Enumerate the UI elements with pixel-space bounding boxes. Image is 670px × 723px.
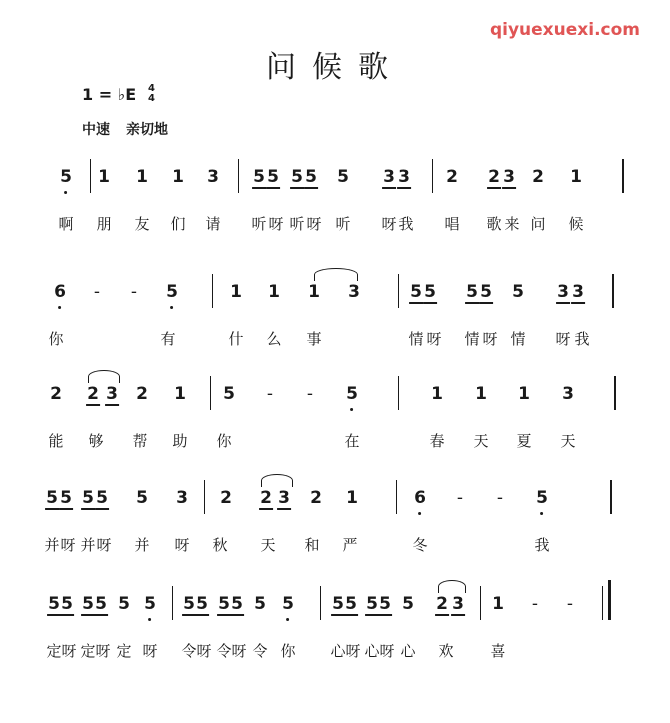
note: 2 <box>136 384 148 404</box>
note: 1 <box>136 167 148 187</box>
lyric: 请 <box>205 215 221 233</box>
lyric: 你 <box>216 432 232 450</box>
barline <box>432 159 433 193</box>
lyric: 呀 <box>142 642 158 660</box>
lyric: 我 <box>574 330 590 348</box>
watermark-logo: qiyuexuexi.com <box>489 20 640 40</box>
note: 5 <box>282 594 294 614</box>
note: 5 <box>82 488 94 508</box>
lyric: 朋 <box>96 215 112 233</box>
barline <box>602 586 603 620</box>
note: 5 <box>96 488 108 508</box>
lyric: 助 <box>172 432 188 450</box>
note: 5 <box>136 488 148 508</box>
tempo-marking <box>82 119 184 139</box>
barline <box>622 159 624 193</box>
note: 1 <box>492 594 504 614</box>
note: 5 <box>144 594 156 614</box>
lyric: 天 <box>473 432 489 450</box>
lyric: 呀 <box>482 330 498 348</box>
lyric: 歌 <box>486 215 502 233</box>
note: 3 <box>557 282 569 302</box>
barline <box>320 586 321 620</box>
note: 3 <box>348 282 360 302</box>
lyric: 天 <box>560 432 576 450</box>
score-line-2 <box>0 280 670 380</box>
score-line-3 <box>0 382 670 482</box>
lyric: 情 <box>408 330 424 348</box>
note: 5 <box>536 488 548 508</box>
note: 3 <box>452 594 464 614</box>
note: 5 <box>61 594 73 614</box>
lyric: 令 <box>252 642 268 660</box>
lyric: 啊 <box>58 215 74 233</box>
note: 3 <box>176 488 188 508</box>
lyric: 问 <box>530 215 546 233</box>
dash: - <box>456 488 464 508</box>
lyric: 来 <box>504 215 520 233</box>
lyric: 帮 <box>132 432 148 450</box>
barline <box>398 376 399 410</box>
lyric: 喜 <box>490 642 506 660</box>
note: 5 <box>218 594 230 614</box>
lyric: 你 <box>280 642 296 660</box>
note: 5 <box>291 167 303 187</box>
lyric: 听 <box>335 215 351 233</box>
lyric: 听 <box>289 215 305 233</box>
note: 1 <box>308 282 320 302</box>
lyric: 令 <box>181 642 197 660</box>
final-barline <box>608 580 611 620</box>
lyric: 友 <box>134 215 150 233</box>
dash: - <box>266 384 274 404</box>
note: 5 <box>337 167 349 187</box>
note: 1 <box>268 282 280 302</box>
dash: - <box>130 282 138 302</box>
note: 5 <box>253 167 265 187</box>
barline <box>612 274 614 308</box>
note: 5 <box>424 282 436 302</box>
dash: - <box>306 384 314 404</box>
lyric: 严 <box>342 536 358 554</box>
barline <box>610 480 612 514</box>
note: 5 <box>82 594 94 614</box>
lyric: 天 <box>260 536 276 554</box>
lyric: 呀 <box>426 330 442 348</box>
lyric: 春 <box>429 432 445 450</box>
lyric: 听 <box>251 215 267 233</box>
lyric: 定 <box>80 642 96 660</box>
barline <box>480 586 481 620</box>
barline <box>204 480 205 514</box>
note: 5 <box>402 594 414 614</box>
note: 5 <box>366 594 378 614</box>
lyric: 呀 <box>61 642 77 660</box>
lyric: 你 <box>48 330 64 348</box>
dash: - <box>531 594 539 614</box>
note: 3 <box>503 167 515 187</box>
note: 5 <box>60 488 72 508</box>
note: 2 <box>488 167 500 187</box>
lyric: 定 <box>46 642 62 660</box>
note: 1 <box>230 282 242 302</box>
note: 1 <box>98 167 110 187</box>
note: 2 <box>220 488 232 508</box>
note: 5 <box>223 384 235 404</box>
note: 5 <box>60 167 72 187</box>
note: 5 <box>254 594 266 614</box>
note: 5 <box>332 594 344 614</box>
note: 6 <box>414 488 426 508</box>
lyric: 心 <box>364 642 380 660</box>
note: 5 <box>346 384 358 404</box>
lyric: 呀 <box>306 215 322 233</box>
lyric: 有 <box>160 330 176 348</box>
lyric: 呀 <box>96 536 112 554</box>
lyric: 呀 <box>379 642 395 660</box>
score-line-5 <box>0 592 670 692</box>
lyric: 呀 <box>196 642 212 660</box>
barline <box>398 274 399 308</box>
lyric: 什 <box>228 330 244 348</box>
dash: - <box>496 488 504 508</box>
dash: - <box>566 594 574 614</box>
note: 3 <box>398 167 410 187</box>
note: 5 <box>95 594 107 614</box>
note: 5 <box>183 594 195 614</box>
lyric: 呀 <box>174 536 190 554</box>
score-line-4 <box>0 486 670 586</box>
note: 3 <box>106 384 118 404</box>
note: 5 <box>48 594 60 614</box>
lyric: 并 <box>44 536 60 554</box>
key-signature: 1 = ♭E <box>82 85 137 104</box>
lyric: 情 <box>510 330 526 348</box>
note: 3 <box>383 167 395 187</box>
note: 3 <box>562 384 574 404</box>
barline <box>90 159 91 193</box>
lyric: 事 <box>306 330 322 348</box>
note: 1 <box>346 488 358 508</box>
lyric: 呀 <box>95 642 111 660</box>
barline <box>396 480 397 514</box>
note: 2 <box>446 167 458 187</box>
note: 5 <box>345 594 357 614</box>
tempo-speed: 中速 <box>82 122 110 138</box>
barline <box>212 274 213 308</box>
lyric: 呀 <box>555 330 571 348</box>
time-signature <box>148 84 155 104</box>
note: 5 <box>379 594 391 614</box>
note: 2 <box>310 488 322 508</box>
note: 5 <box>46 488 58 508</box>
barline <box>614 376 616 410</box>
lyric: 么 <box>266 330 282 348</box>
lyric: 冬 <box>412 536 428 554</box>
note: 6 <box>54 282 66 302</box>
lyric: 在 <box>344 432 360 450</box>
note: 2 <box>50 384 62 404</box>
score-line-1 <box>0 165 670 265</box>
lyric: 们 <box>170 215 186 233</box>
lyric: 呀 <box>268 215 284 233</box>
note: 5 <box>466 282 478 302</box>
lyric: 和 <box>304 536 320 554</box>
lyric: 够 <box>88 432 104 450</box>
lyric: 呀 <box>60 536 76 554</box>
lyric: 秋 <box>212 536 228 554</box>
barline <box>238 159 239 193</box>
lyric: 心 <box>330 642 346 660</box>
lyric: 呀 <box>345 642 361 660</box>
lyric: 我 <box>534 536 550 554</box>
note: 2 <box>87 384 99 404</box>
meter-bottom: 4 <box>148 93 155 104</box>
note: 5 <box>410 282 422 302</box>
lyric: 能 <box>48 432 64 450</box>
note: 1 <box>431 384 443 404</box>
note: 5 <box>267 167 279 187</box>
dash: - <box>93 282 101 302</box>
lyric: 呀 <box>381 215 397 233</box>
lyric: 情 <box>464 330 480 348</box>
note: 5 <box>196 594 208 614</box>
note: 1 <box>174 384 186 404</box>
note: 1 <box>172 167 184 187</box>
song-title: 问候歌 <box>266 50 404 85</box>
note: 1 <box>570 167 582 187</box>
note: 5 <box>480 282 492 302</box>
lyric: 唱 <box>444 215 460 233</box>
lyric: 呀 <box>231 642 247 660</box>
lyric: 定 <box>116 642 132 660</box>
barline <box>210 376 211 410</box>
note: 1 <box>518 384 530 404</box>
note: 3 <box>572 282 584 302</box>
barline <box>172 586 173 620</box>
lyric: 并 <box>134 536 150 554</box>
note: 5 <box>166 282 178 302</box>
note: 5 <box>512 282 524 302</box>
meter-top: 4 <box>148 83 155 94</box>
lyric: 并 <box>80 536 96 554</box>
note: 5 <box>305 167 317 187</box>
note: 2 <box>532 167 544 187</box>
lyric: 我 <box>398 215 414 233</box>
note: 5 <box>231 594 243 614</box>
note: 3 <box>278 488 290 508</box>
lyric: 欢 <box>438 642 454 660</box>
note: 2 <box>436 594 448 614</box>
note: 1 <box>475 384 487 404</box>
note: 3 <box>207 167 219 187</box>
lyric: 候 <box>568 215 584 233</box>
note: 2 <box>260 488 272 508</box>
lyric: 令 <box>216 642 232 660</box>
lyric: 心 <box>400 642 416 660</box>
note: 5 <box>118 594 130 614</box>
lyric: 夏 <box>516 432 532 450</box>
tempo-expression: 亲切地 <box>126 122 168 138</box>
